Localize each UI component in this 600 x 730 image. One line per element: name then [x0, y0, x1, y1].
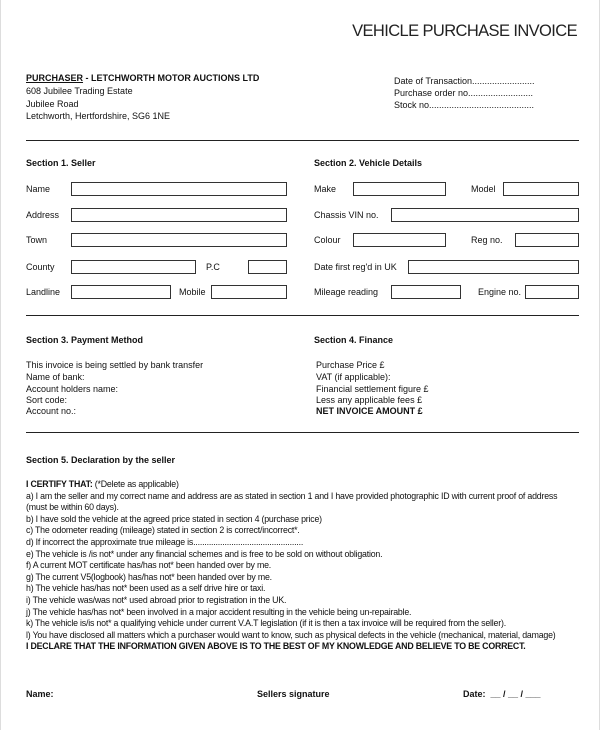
purchaser-address-1: 608 Jubilee Trading Estate [26, 86, 133, 96]
engine-no-field[interactable] [525, 285, 579, 299]
declaration-item: l) You have disclosed all matters which a purchaser would want to know, such as physical defects in the vehicle (mechanical, material, damage) [26, 629, 556, 640]
date-of-transaction: Date of Transaction......................... [394, 76, 535, 86]
declaration-item: i) The vehicle was/was not* used abroad prior to registration in the UK. [26, 594, 287, 605]
section-4-title: Section 4. Finance [314, 335, 394, 345]
seller-postcode-field[interactable] [248, 260, 287, 274]
section-3-title: Section 3. Payment Method [26, 335, 144, 345]
section-2-title: Section 2. Vehicle Details [314, 158, 423, 168]
certify-label: I CERTIFY THAT: [26, 479, 93, 489]
account-no-label: Account no.: [26, 406, 77, 416]
declaration-item: a) I am the seller and my correct name and address are as stated in section 1 and I have provided photographic ID with current proof of address (must be within 60 days). [26, 490, 558, 513]
seller-landline-field[interactable] [71, 285, 171, 299]
purchase-order-no: Purchase order no.......................... [394, 88, 534, 98]
declaration-item: k) The vehicle is/is not* a qualifying vehicle under current V.A.T legislation (if it is then a tax invoice will be required from the seller). [26, 618, 506, 629]
purchaser-label: PURCHASER [26, 73, 84, 83]
stock-no: Stock no.......................................... [394, 100, 535, 110]
seller-address-field[interactable] [71, 208, 287, 222]
declaration-item: e) The vehicle is /is not* under any financial schemes and is free to be sold on without obligation. [26, 548, 383, 559]
reg-no-label: Reg no. [471, 235, 503, 245]
declaration-list [26, 479, 566, 653]
declaration-item: g) The current V5(logbook) has/has not* been handed over by me. [26, 571, 272, 582]
declaration-item: b) I have sold the vehicle at the agreed price stated in section 4 (purchase price) [26, 513, 322, 524]
model-label: Model [471, 184, 496, 194]
divider [26, 432, 579, 433]
purchaser-name: - LETCHWORTH MOTOR AUCTIONS LTD [83, 73, 260, 83]
purchaser-heading [26, 73, 259, 83]
engine-no-label: Engine no. [478, 287, 522, 297]
payment-line: This invoice is being settled by bank transfer [26, 360, 204, 370]
make-label: Make [314, 184, 337, 194]
reg-no-field[interactable] [515, 233, 579, 247]
mileage-field[interactable] [391, 285, 461, 299]
declaration-item: h) The vehicle has/has not* been used as a self drive hire or taxi. [26, 583, 266, 594]
declaration-item: d) If incorrect the approximate true mileage is................................................. [26, 536, 304, 547]
seller-landline-label: Landline [26, 287, 61, 297]
purchase-price-label: Purchase Price £ [316, 360, 385, 370]
footer-name-label: Name: [26, 689, 54, 699]
seller-town-field[interactable] [71, 233, 287, 247]
net-invoice-amount-label: NET INVOICE AMOUNT £ [316, 406, 423, 416]
seller-county-field[interactable] [71, 260, 196, 274]
seller-postcode-label: P.C [206, 262, 220, 272]
bank-name-label: Name of bank: [26, 372, 85, 382]
seller-address-label: Address [26, 210, 60, 220]
document-title: VEHICLE PURCHASE INVOICE [352, 22, 577, 40]
section-5-title: Section 5. Declaration by the seller [26, 455, 176, 465]
colour-field[interactable] [353, 233, 446, 247]
settlement-label: Financial settlement figure £ [316, 384, 429, 394]
vin-label: Chassis VIN no. [314, 210, 379, 220]
declaration-statement: I DECLARE THAT THE INFORMATION GIVEN ABOVE IS TO THE BEST OF MY KNOWLEDGE AND BELIEVE TO BE CORRECT. [26, 641, 526, 652]
make-field[interactable] [353, 182, 446, 196]
footer-date-label: Date: __ / __ / ___ [463, 689, 541, 699]
seller-name-field[interactable] [71, 182, 287, 196]
vat-label: VAT (if applicable): [316, 372, 391, 382]
date-reg-label: Date first reg'd in UK [314, 262, 397, 272]
colour-label: Colour [314, 235, 341, 245]
vin-field[interactable] [391, 208, 579, 222]
account-holder-label: Account holders name: [26, 384, 119, 394]
declaration-item: f) A current MOT certificate has/has not* been handed over by me. [26, 560, 272, 571]
model-field[interactable] [503, 182, 579, 196]
certify-note: (*Delete as applicable) [92, 479, 179, 489]
declaration-item: j) The vehicle has/has not* been involved in a major accident resulting in the vehicle being un-repairable. [26, 606, 412, 617]
divider [26, 140, 579, 141]
purchaser-address-3: Letchworth, Hertfordshire, SG6 1NE [26, 111, 171, 121]
fees-label: Less any applicable fees £ [316, 395, 423, 405]
footer-signature-label: Sellers signature [257, 689, 330, 699]
divider [26, 315, 579, 316]
seller-name-label: Name [26, 184, 51, 194]
seller-mobile-label: Mobile [179, 287, 206, 297]
seller-county-label: County [26, 262, 55, 272]
sort-code-label: Sort code: [26, 395, 68, 405]
section-1-title: Section 1. Seller [26, 158, 96, 168]
seller-mobile-field[interactable] [211, 285, 287, 299]
declaration-item: c) The odometer reading (mileage) stated in section 2 is correct/incorrect*. [26, 525, 300, 536]
mileage-label: Mileage reading [314, 287, 379, 297]
seller-town-label: Town [26, 235, 48, 245]
purchaser-address-2: Jubilee Road [26, 99, 79, 109]
date-reg-field[interactable] [408, 260, 579, 274]
